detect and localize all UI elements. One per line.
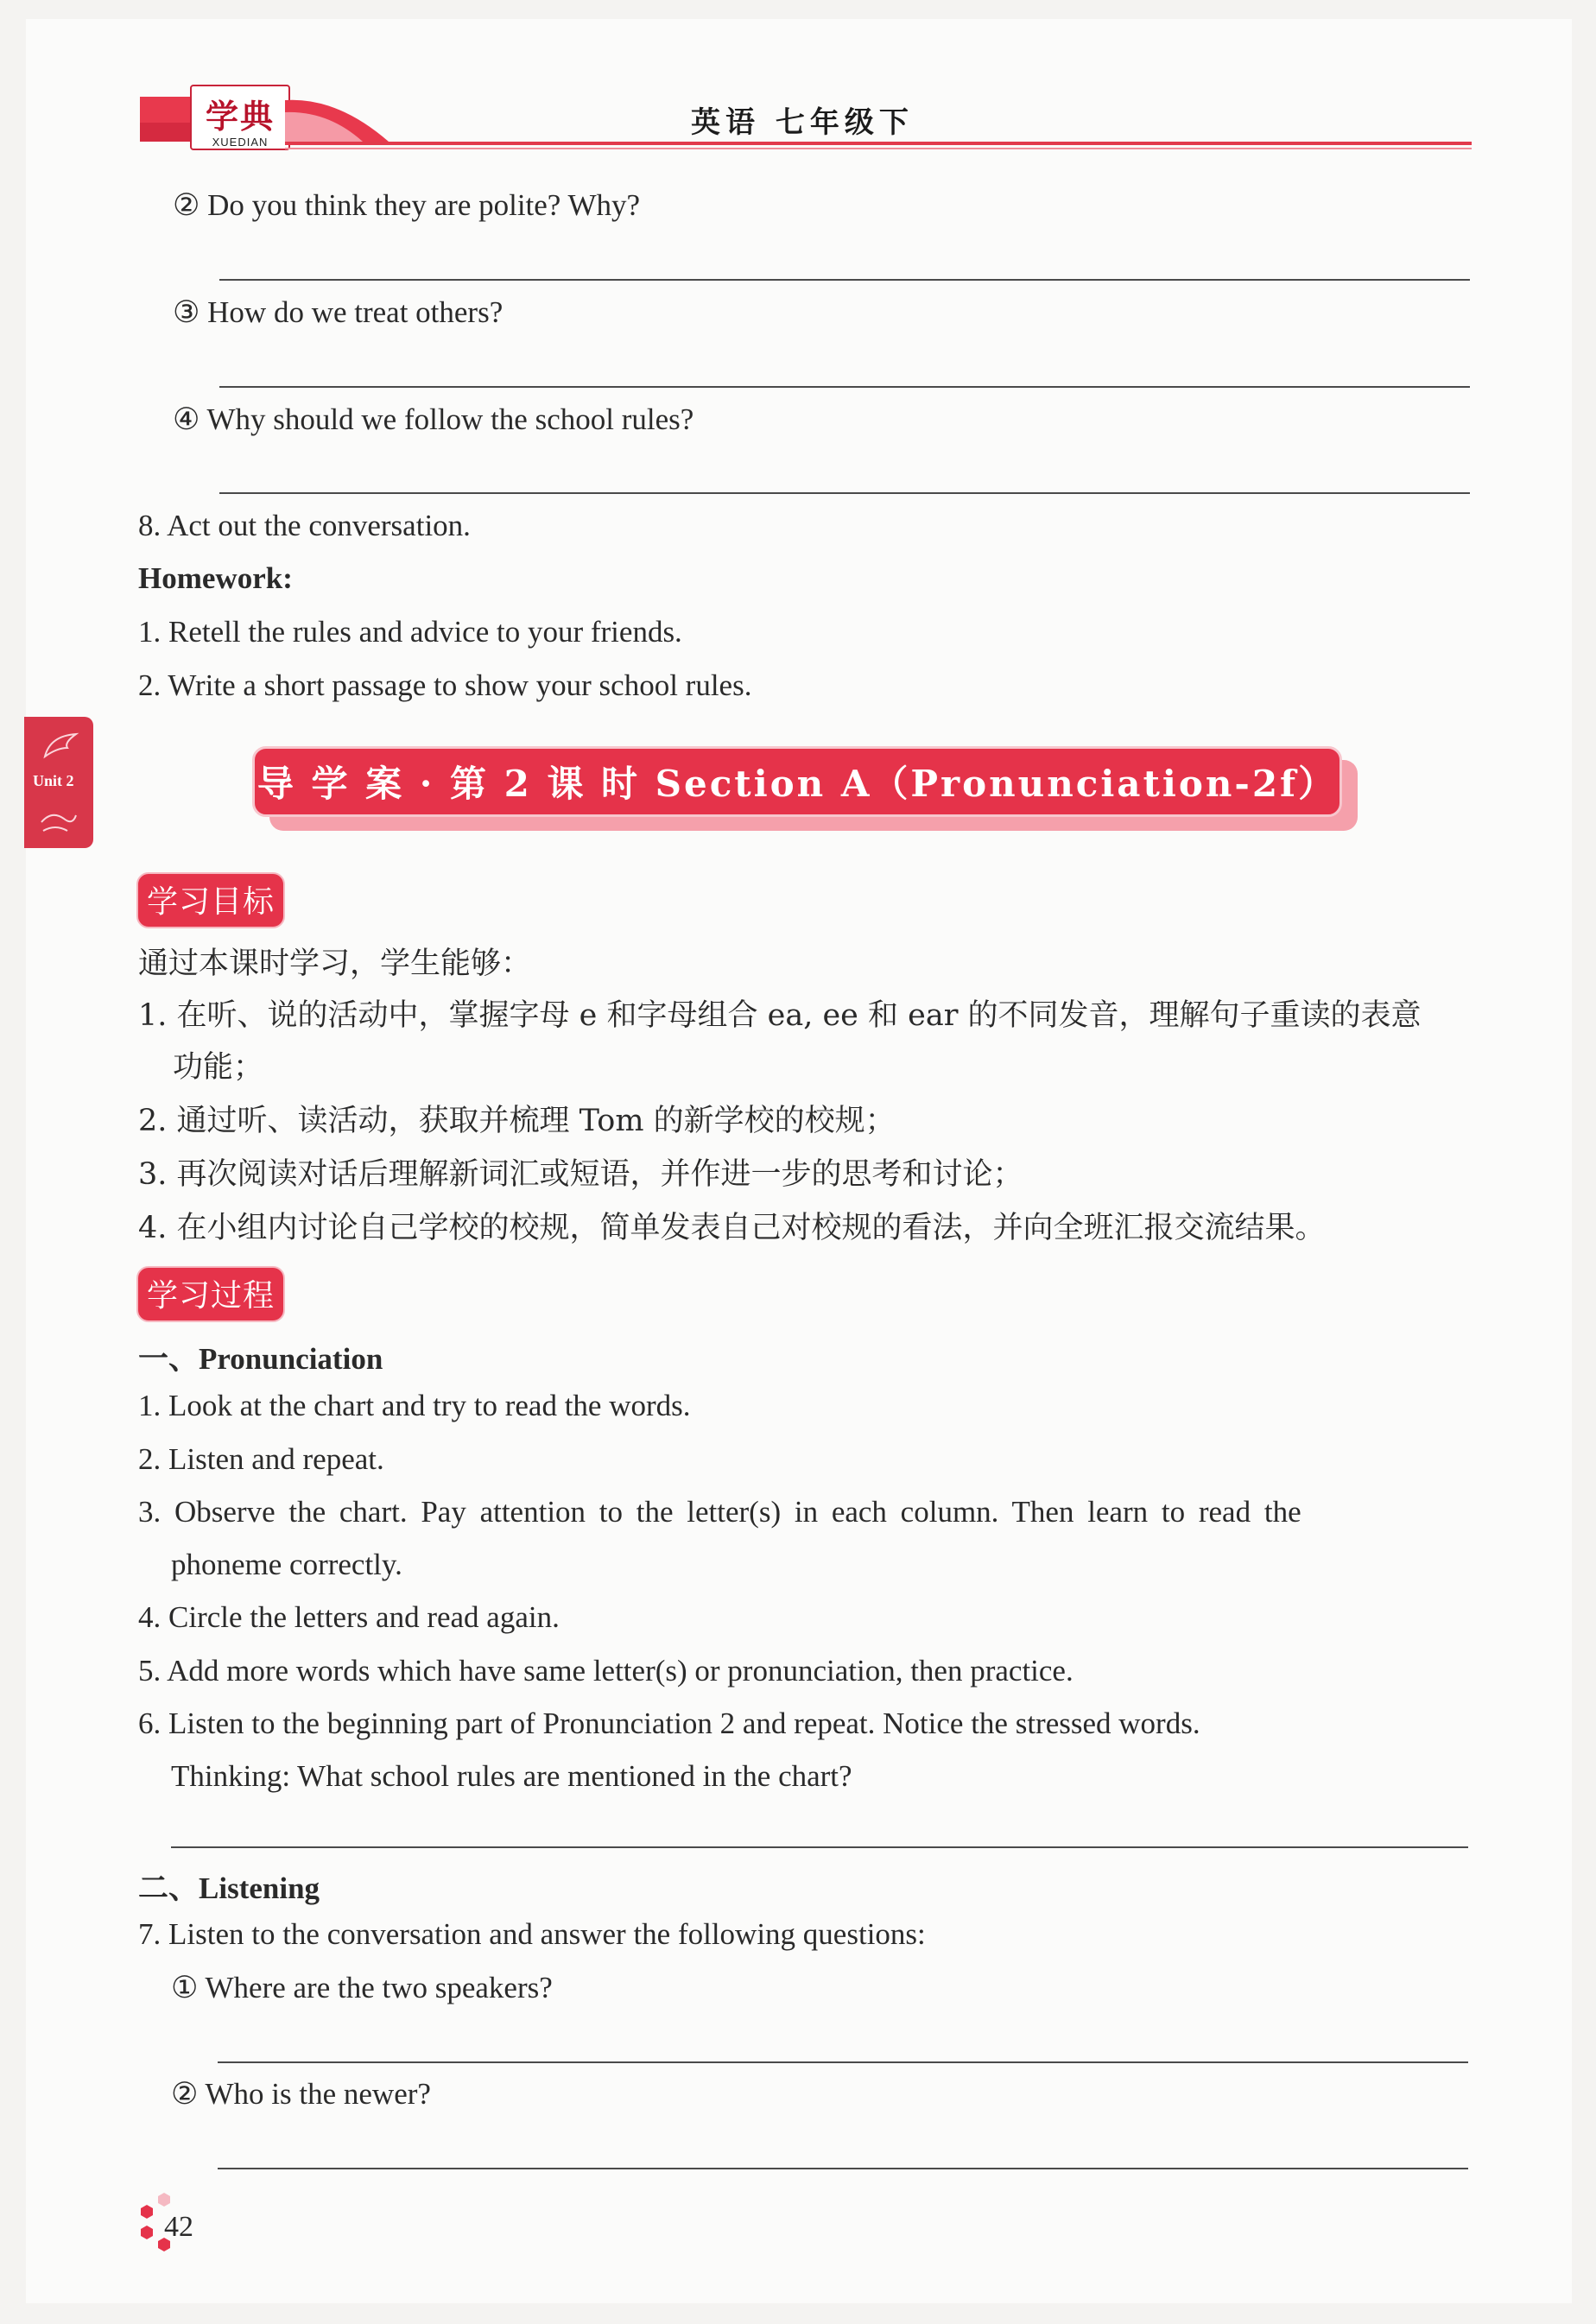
homework-item: 2. Write a short passage to show your school rules.	[138, 668, 752, 702]
answer-line	[219, 492, 1470, 494]
process-label: 学习过程	[136, 1266, 285, 1322]
homework-item: 1. Retell the rules and advice to your friends.	[138, 615, 682, 649]
listening-question-1: ① Where are the two speakers?	[171, 1971, 553, 2004]
homework-heading: Homework:	[138, 561, 293, 595]
swirl-decoration-icon	[38, 807, 79, 838]
question-3	[173, 295, 503, 330]
unit-tab-label: Unit 2	[33, 772, 74, 789]
section-banner-title: 导 学 案 · 第 2 课 时 Section A（Pronunciation-2f）	[256, 763, 1338, 805]
header-rule	[285, 142, 1472, 145]
question-number: ②	[173, 188, 200, 222]
question-text: Do you think they are polite? Why?	[207, 188, 641, 222]
unit-tab	[24, 717, 93, 848]
question-text: How do we treat others?	[207, 295, 504, 329]
header-title: 英语 七年级下	[691, 105, 914, 140]
goal-item-3: 3. 再次阅读对话后理解新词汇或短语，并作进一步的思考和讨论；	[138, 1157, 1023, 1192]
goal-item-1-cont: 功能；	[173, 1050, 264, 1085]
wing-decoration-icon	[41, 731, 79, 762]
step-1: 1. Look at the chart and try to read the words.	[138, 1389, 691, 1422]
answer-line	[219, 279, 1470, 281]
goal-item-4: 4. 在小组内讨论自己学校的校规，简单发表自己对校规的看法，并向全班汇报交流结果。	[138, 1211, 1326, 1245]
step-3-cont: phoneme correctly.	[171, 1548, 402, 1581]
goal-item-2: 2. 通过听、读活动，获取并梳理 Tom 的新学校的校规；	[138, 1104, 896, 1138]
step-3: 3. Observe the chart. Pay attention to the letter(s) in each column. Then learn to read the	[138, 1495, 1302, 1529]
answer-line	[218, 2061, 1468, 2063]
goal-item-1: 1. 在听、说的活动中，掌握字母 e 和字母组合 ea, ee 和 ear 的不同发音，理解句子重读的表意	[138, 998, 1422, 1033]
question-number: ③	[173, 295, 200, 329]
goals-intro: 通过本课时学习，学生能够：	[138, 947, 532, 981]
question-2	[173, 188, 640, 223]
goals-label: 学习目标	[136, 872, 285, 928]
question-number: ④	[173, 402, 200, 436]
header-swoosh-decoration	[285, 93, 423, 145]
listening-heading: 二、Listening	[138, 1871, 320, 1905]
pronunciation-heading: 一、Pronunciation	[138, 1342, 383, 1376]
logo-chinese: 学典	[205, 97, 275, 136]
step-2: 2. Listen and repeat.	[138, 1442, 384, 1476]
step-6: 6. Listen to the beginning part of Pronunciation 2 and repeat. Notice the stressed words.	[138, 1707, 1200, 1740]
page-number: 42	[164, 2211, 193, 2243]
answer-line	[218, 2168, 1468, 2169]
answer-line	[219, 386, 1470, 388]
section-banner	[252, 746, 1342, 817]
step-5: 5. Add more words which have same letter(s) or pronunciation, then practice.	[138, 1654, 1074, 1688]
logo-english: XUEDIAN	[212, 136, 269, 149]
item-8: 8. Act out the conversation.	[138, 509, 471, 542]
question-text: Why should we follow the school rules?	[206, 402, 694, 436]
header-rule-thin	[285, 148, 1472, 149]
step-7: 7. Listen to the conversation and answer the following questions:	[138, 1917, 926, 1951]
logo	[190, 85, 290, 150]
answer-line	[171, 1846, 1468, 1848]
thinking-question: Thinking: What school rules are mentioned in the chart?	[171, 1759, 852, 1793]
step-4: 4. Circle the letters and read again.	[138, 1600, 560, 1634]
listening-question-2: ② Who is the newer?	[171, 2077, 431, 2111]
question-4	[173, 402, 694, 437]
